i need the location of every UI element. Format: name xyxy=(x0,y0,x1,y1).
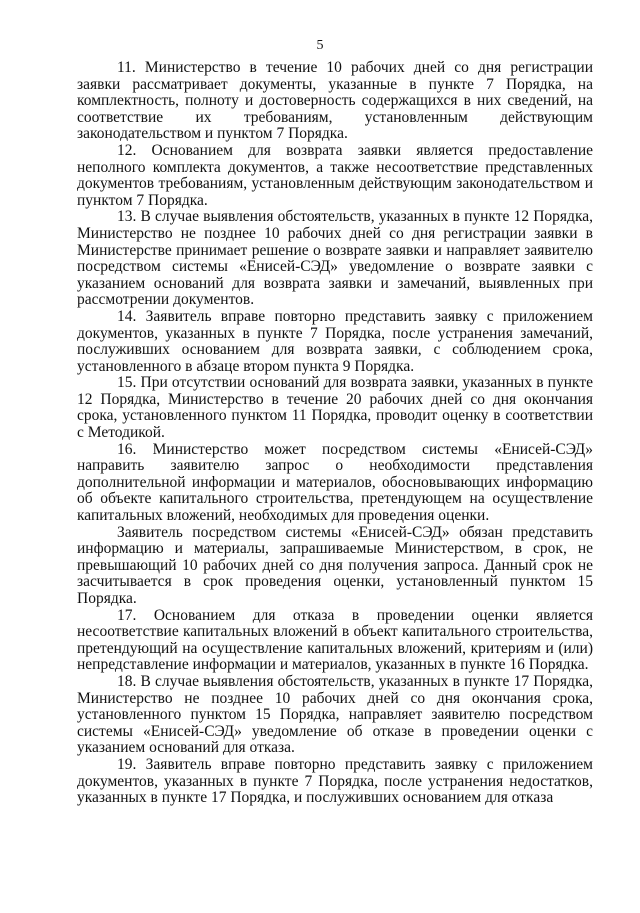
paragraph-14: 14. Заявитель вправе повторно представить заявку с приложением документов, указанных в пункте 7 Порядка, после устранения замечаний, послуживших основанием для возврата заявки, с соблюдением срока, установленного в абзаце втором пункта 9 Порядка. xyxy=(77,307,593,375)
paragraph-18: 18. В случае выявления обстоятельств, указанных в пункте 17 Порядка, Министерство не позднее 10 рабочих дней со дня окончания срока, установленного пунктом 15 Порядка, направляет заявителю посредством системы «Енисей-СЭД» уведомление об отказе в проведении оценки с указанием оснований для отказа. xyxy=(77,672,593,757)
paragraph-16: 16. Министерство может посредством системы «Енисей-СЭД» направить заявителю запрос о необходимости представления дополнительной информации и материалов, обосновывающих информацию об объекте капитального строительства, претендующем на осуществление капитальных вложений, необходимых для проведения оценки. xyxy=(77,440,593,525)
document-body xyxy=(77,60,593,807)
paragraph-19: 19. Заявитель вправе повторно представить заявку с приложением документов, указанных в пункте 7 Порядка, после устранения недостатков, указанных в пункте 17 Порядка, и послуживших основанием для отказа xyxy=(77,755,593,807)
paragraph-11: 11. Министерство в течение 10 рабочих дней со дня регистрации заявки рассматривает документы, указанные в пункте 7 Порядка, на комплектность, полноту и достоверность содержащихся в них сведений, на соответствие их требованиям, установленным действующим законодательством и пунктом 7 Порядка. xyxy=(77,59,593,143)
paragraph-12: 12. Основанием для возврата заявки является предоставление неполного комплекта документов, а также несоответствие представленных документов требованиям, установленным действующим законодательством и пунктом 7 Порядка. xyxy=(77,141,593,209)
page-number: 5 xyxy=(316,38,324,53)
paragraph-15: 15. При отсутствии оснований для возврата заявки, указанных в пункте 12 Порядка, Министерство в течение 20 рабочих дней со дня окончания срока, установленного пунктом 11 Порядка, проводит оценку в соответствии с Методикой. xyxy=(77,374,593,442)
paragraph-13: 13. В случае выявления обстоятельств, указанных в пункте 12 Порядка, Министерство не позднее 10 рабочих дней со дня регистрации заявки в Министерстве принимает решение о возврате заявки и направляет заявителю посредством системы «Енисей-СЭД» уведомление о возврате заявки с указанием оснований для возврата заявки и замечаний, выявленных при рассмотрении документов. xyxy=(77,208,593,309)
paragraph-17: 17. Основанием для отказа в проведении оценки является несоответствие капитальных вложений в объект капитального строительства, претендующий на осуществление капитальных вложений, критериям и (или) непредставление информации и материалов, указанных в пункте 16 Порядка. xyxy=(77,606,593,674)
paragraph-16-continued: Заявитель посредством системы «Енисей-СЭД» обязан представить информацию и материалы, запрашиваемые Министерством, в срок, не превышающий 10 рабочих дней со дня получения запроса. Данный срок не засчитывается в срок проведения оценки, установленный пунктом 15 Порядка. xyxy=(77,523,593,607)
